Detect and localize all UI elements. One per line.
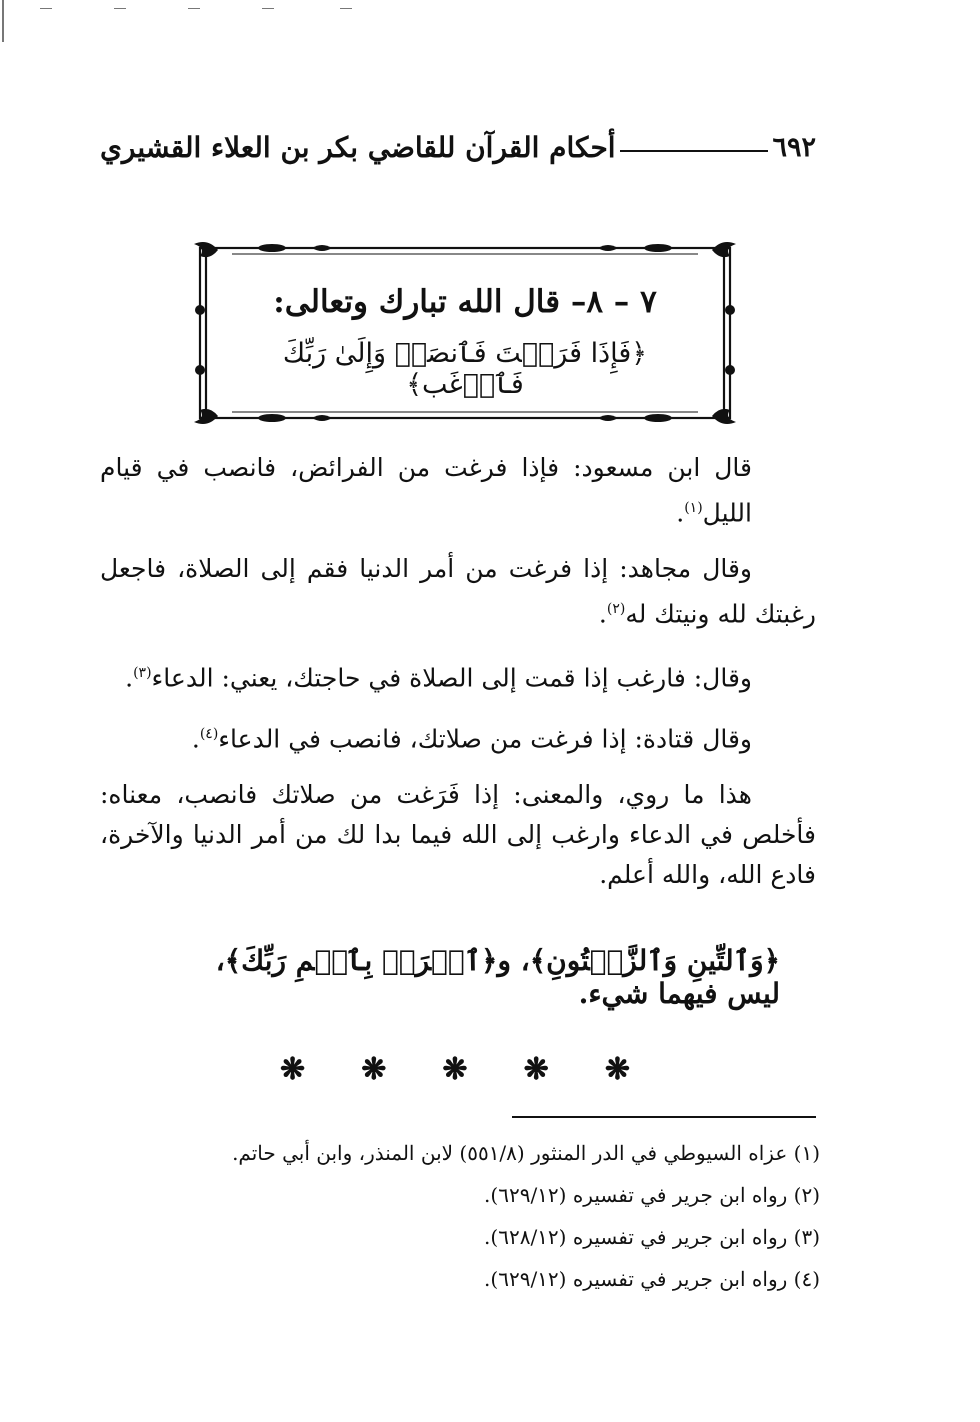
footnotes <box>100 1132 820 1300</box>
footnote-ref: (٤) <box>199 725 219 742</box>
footnote: (٣) رواه ابن جرير في تفسيره (٦٢٨/١٢). <box>484 1225 820 1249</box>
asterism-icon: ❋ <box>361 1052 387 1087</box>
footnote-ref: (٣) <box>133 664 152 681</box>
paragraph-text: هذا ما روي، والمعنى: إذا فَرَغت من صلاتك فانصب، معناه: فأخلص في الدعاء وارغب إلى الله فيما بدا لك من أمر الدنيا والآخرة، فادع الله، والله أعلم. <box>100 780 816 890</box>
paragraph-end: . <box>191 724 200 754</box>
paragraph-end: . <box>598 599 607 629</box>
paragraph <box>100 775 816 895</box>
paragraph-end: . <box>676 498 685 528</box>
footnote: (٢) رواه ابن جرير في تفسيره (٦٢٩/١٢). <box>484 1183 820 1207</box>
asterism-icon: ❋ <box>523 1052 549 1087</box>
paragraph-end: . <box>125 662 134 692</box>
paragraph-text: وقال مجاهد: إذا فرغت من أمر الدنيا فقم إلى الصلاة، فاجعل رغبتك لله ونيتك له <box>100 554 816 629</box>
asterism-icon: ❋ <box>604 1052 630 1087</box>
paragraph-text: وقال قتادة: إذا فرغت من صلاتك، فانصب في الدعاء <box>218 724 752 754</box>
footnote: (١) عزاه السيوطي في الدر المنثور (٥٥١/٨) لابن المنذر، وابن أبي حاتم. <box>232 1141 820 1165</box>
section-heading: ٧ – ٨– قال الله تبارك وتعالى: <box>273 284 657 320</box>
book-title: أحكام القرآن للقاضي بكر بن العلاء القشيري <box>100 130 616 164</box>
paragraph-text: قال ابن مسعود: فإذا فرغت من الفرائض، فانصب في قيام الليل <box>100 453 752 528</box>
paragraph-text: وقال: فارغب إذا قمت إلى الصلاة في حاجتك، يعني: الدعاء <box>151 662 752 692</box>
asterism-icon: ❋ <box>280 1052 306 1087</box>
footnote-ref: (١) <box>684 500 703 516</box>
scan-edge-mark <box>40 8 52 9</box>
footnote: (٤) رواه ابن جرير في تفسيره (٦٢٩/١٢). <box>484 1267 820 1291</box>
scan-edge-mark <box>2 0 4 42</box>
paragraph <box>100 448 816 533</box>
footnote-ref: (٢) <box>606 601 626 618</box>
closing-line: ﴿وَٱلتِّينِ وَٱلزَّيۡتُونِ﴾، و﴿ٱقۡرَأۡ بِٱسۡمِ رَبِّكَ﴾، ليس فيهما شيء. <box>215 944 780 1010</box>
commentary-text <box>100 448 816 895</box>
section-separator <box>280 1052 630 1087</box>
scan-edge-mark <box>262 8 274 9</box>
paragraph <box>100 714 816 759</box>
scan-edge-mark <box>340 8 352 9</box>
asterism-icon: ❋ <box>442 1052 468 1087</box>
scan-edge-mark <box>114 8 126 9</box>
footnote-rule <box>512 1116 816 1118</box>
paragraph <box>100 653 816 698</box>
paragraph <box>100 549 816 634</box>
running-head <box>100 122 816 172</box>
quran-verse: ﴿فَإِذَا فَرَغۡتَ فَٱنصَبۡ وَإِلَىٰ رَبِّكَ فَٱرۡغَب﴾ <box>282 338 648 400</box>
scan-edge-mark <box>188 8 200 9</box>
page-number: ٦٩٢ <box>772 131 816 163</box>
section-heading-frame <box>192 240 738 426</box>
header-rule <box>620 150 769 152</box>
